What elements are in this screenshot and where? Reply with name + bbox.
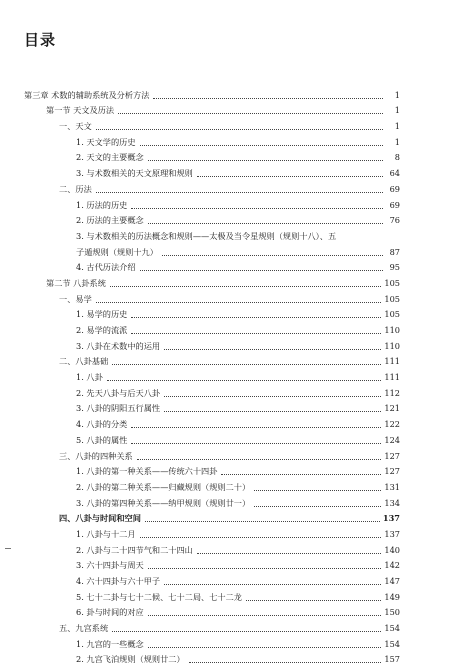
toc-entry[interactable] [24,414,400,430]
toc-entry[interactable] [24,509,400,525]
toc-entry[interactable] [24,493,400,509]
toc-entry[interactable] [24,556,400,572]
toc-entry-label: 3. 八卦的阴阳五行属性 [76,403,161,414]
dot-leader [246,599,381,601]
toc-entry-page-number: 137 [384,528,400,539]
toc-entry-page-number: 134 [384,497,400,508]
dot-leader [112,363,381,365]
toc-entry-label: 1. 九宫的一些概念 [76,638,144,649]
toc-entry-page-number: 8 [394,152,400,163]
toc-entry-label: 3. 八卦在术数中的运用 [76,340,161,351]
dot-leader [112,630,381,632]
toc-entry-page-number: 105 [384,309,400,320]
toc-entry-page-number: 127 [384,466,400,477]
toc-entry[interactable] [24,101,400,117]
toc-entry-page-number: 69 [389,199,400,210]
margin-mark [5,548,11,549]
dot-leader [145,520,380,522]
toc-entry[interactable] [24,650,400,665]
toc-entry[interactable] [24,367,400,383]
toc-entry-label: 2. 八卦的第二种关系——归藏规则（规则二十） [76,481,251,492]
toc-entry[interactable] [24,258,400,274]
toc-entry-label: 四、八卦与时间和空间 [59,513,141,524]
toc-entry-label: 1. 天文学的历史 [76,136,136,147]
toc-entry-label: 一、易学 [59,293,92,304]
toc-entry[interactable] [24,179,400,195]
dot-leader [131,426,381,428]
toc-entry-label: 一、天文 [59,121,92,132]
page-title: 目录 [24,31,57,49]
toc-entry[interactable] [24,446,400,462]
toc-entry-label: 4. 八卦的分类 [76,419,128,430]
toc-entry-label: 二、历法 [59,183,92,194]
dot-leader [148,159,383,161]
toc-entry-page-number: 157 [384,654,400,665]
toc-entry[interactable] [24,163,400,179]
toc-entry-page-number: 154 [384,623,400,634]
toc-entry-label: 2. 九宫飞泊规则（规则廿二） [76,654,185,665]
dot-leader [110,285,381,287]
toc-entry-label: 2. 八卦与二十四节气和二十四山 [76,544,193,555]
toc-entry[interactable] [24,305,400,321]
toc-entry[interactable] [24,352,400,368]
toc-entry-page-number: 111 [384,372,400,383]
toc-entry-page-number: 147 [384,576,400,586]
toc-entry-page-number: 121 [384,403,400,414]
toc-entry-page-number: 150 [384,607,400,618]
toc-entry[interactable] [24,242,400,258]
dot-leader [118,112,383,114]
toc-entry[interactable] [24,226,400,242]
toc-entry-label: 1. 八卦与十二月 [76,528,136,539]
toc-entry[interactable] [24,571,400,587]
toc-entry[interactable] [24,603,400,619]
toc-entry[interactable] [24,540,400,556]
toc-entry-label: 4. 六十四卦与六十甲子 [76,576,161,586]
toc-entry-page-number: 1 [394,136,400,147]
toc-entry[interactable] [24,399,400,415]
toc-entry-label: 3. 六十四卦与周天 [76,560,144,571]
toc-entry[interactable] [24,148,400,164]
toc-entry-page-number: 69 [389,183,400,194]
toc-entry[interactable] [24,634,400,650]
dot-leader [153,97,383,99]
toc-entry-page-number: 112 [384,387,400,398]
toc-entry[interactable] [24,383,400,399]
dot-leader [131,442,381,444]
dot-leader [140,144,383,146]
toc-entry-label: 2. 先天八卦与后天八卦 [76,387,161,398]
toc-entry-page-number: 137 [382,513,400,524]
dot-leader [131,316,381,318]
toc-entry-page-number: 95 [389,262,400,273]
toc-entry[interactable] [24,430,400,446]
dot-leader [197,175,383,177]
toc-entry-label: 3. 八卦的第四种关系——纳甲规则（规则廿一） [76,497,251,508]
toc-entry-label: 5. 七十二卦与七十二候、七十二局、七十二龙 [76,591,242,602]
toc-entry[interactable] [24,462,400,478]
dot-leader [140,269,383,271]
toc-entry-label: 1. 易学的历史 [76,309,128,320]
toc-entry-page-number: 127 [384,450,400,461]
toc-entry[interactable] [24,336,400,352]
dot-leader [254,505,381,507]
toc-entry-label: 子遁规则（规则十九） [76,246,158,257]
toc-entry[interactable] [24,85,400,101]
toc-entry-page-number: 110 [384,325,400,335]
toc-entry-label: 2. 天文的主要概念 [76,152,144,163]
toc-entry-page-number: 76 [389,215,400,226]
toc-entry-page-number: 111 [384,356,400,367]
toc-entry[interactable] [24,524,400,540]
dot-leader [131,207,383,209]
dot-leader [162,254,383,256]
dot-leader [96,128,383,130]
dot-leader [140,536,382,538]
toc-entry-label: 第三章 术数的辅助系统及分析方法 [24,89,150,100]
dot-leader [148,614,382,616]
dot-leader [137,458,382,460]
toc-entry-label: 4. 古代历法介绍 [76,262,136,273]
toc-entry-page-number: 105 [384,277,400,288]
dot-leader [197,552,382,554]
toc-entry-page-number: 1 [394,89,400,100]
toc-entry-label: 二、八卦基础 [59,356,109,367]
toc-entry-label: 三、八卦的四种关系 [59,450,133,461]
dot-leader [96,301,382,303]
toc-entry-page-number: 154 [384,638,400,649]
toc-entry-label: 2. 历法的主要概念 [76,215,144,226]
toc-entry[interactable] [24,289,400,305]
toc-entry-label: 5. 八卦的属性 [76,434,128,445]
toc-entry-page-number: 140 [384,544,400,555]
toc-entry-label: 3. 与术数相关的天文原理和规则 [76,168,193,179]
toc-entry-page-number: 131 [384,481,400,492]
toc-entry[interactable] [24,211,400,227]
toc-entry-label: 1. 八卦 [76,372,103,383]
toc-entry[interactable] [24,132,400,148]
dot-leader [164,583,381,585]
toc-entry-page-number: 149 [384,591,400,602]
dot-leader [164,348,381,350]
toc-entry[interactable] [24,116,400,132]
toc-entry[interactable] [24,477,400,493]
toc-entry-page-number: 124 [384,434,400,445]
toc-entry[interactable] [24,587,400,603]
toc-entry-page-number: 142 [384,560,400,571]
toc-entry-label: 1. 八卦的第一种关系——传统六十四卦 [76,466,218,477]
toc-entry-label: 五、九宫系统 [59,623,109,634]
dot-leader [189,661,382,663]
dot-leader [148,222,383,224]
toc-entry-label: 3. 与术数相关的历法概念和规则——太极及当令星规则（规则十八）、五 [76,230,337,241]
dot-leader [221,473,381,475]
toc-entry-page-number: 1 [394,105,400,116]
toc-entry[interactable] [24,195,400,211]
dot-leader [96,191,383,193]
dot-leader [148,646,382,648]
toc-entry-label: 第一节 天文及历法 [46,105,115,116]
toc-entry-page-number: 87 [389,246,400,257]
dot-leader [164,410,381,412]
dot-leader [131,332,381,334]
dot-leader [107,379,382,381]
toc-entry-label: 第二节 八卦系统 [46,277,106,288]
toc-entry-page-number: 1 [394,121,400,132]
toc-entry-page-number: 105 [384,293,400,304]
toc-entry-page-number: 110 [384,340,400,351]
toc-entry[interactable] [24,320,400,336]
toc-entry[interactable] [24,618,400,634]
toc-entry[interactable] [24,273,400,289]
toc-entry-label: 1. 历法的历史 [76,199,128,210]
toc-entry-label: 6. 卦与时间的对应 [76,607,144,618]
toc-entry-page-number: 122 [384,419,400,430]
toc-entry-label: 2. 易学的流派 [76,325,128,335]
dot-leader [164,395,381,397]
table-of-contents [24,85,400,665]
toc-entry-page-number: 64 [389,168,400,179]
dot-leader [148,567,382,569]
dot-leader [254,489,381,491]
